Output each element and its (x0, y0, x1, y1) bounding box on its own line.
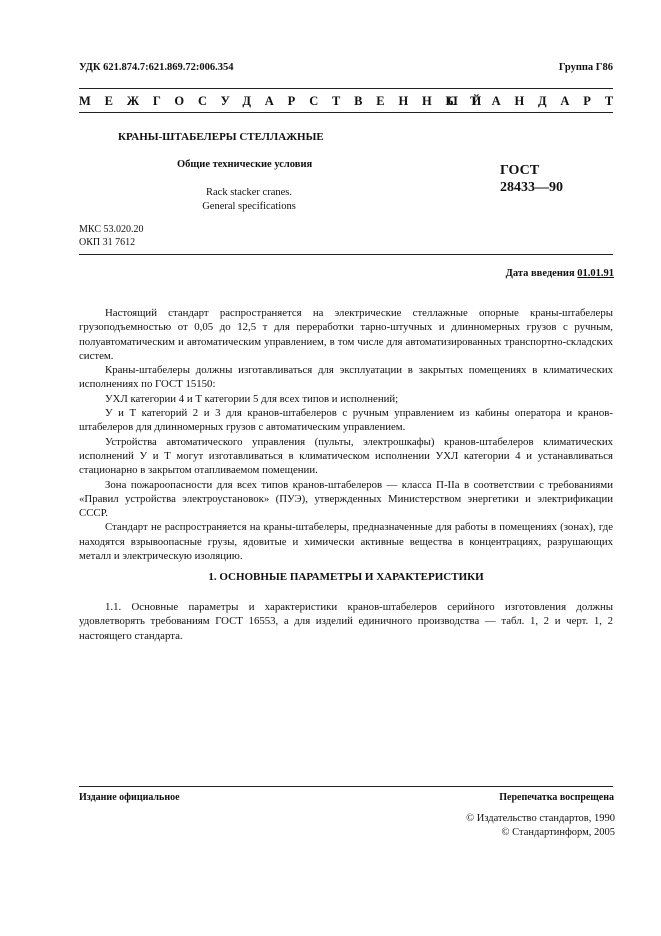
footer-divider (79, 786, 613, 787)
document-title: КРАНЫ-ШТАБЕЛЕРЫ СТЕЛЛАЖНЫЕ (118, 131, 324, 143)
okp-code: ОКП 31 7612 (79, 237, 136, 248)
gost-designation (500, 162, 563, 196)
intro-date-value: 01.01.91 (577, 268, 614, 279)
top-divider (79, 88, 613, 89)
scope-paragraph-5: Устройства автоматического управления (пульты, электрошкафы) кранов-штабелеров климатических исполнений У и Т могут изготавливаться в климатическом исполнении УХЛ категории 4 и устанавливаться стационарно в закрытом отапливаемом помещении. (79, 435, 613, 477)
scope-paragraph-4: У и Т категорий 2 и 3 для кранов-штабелеров с ручным управлением из кабины оператора и кранов-штабелеров для длинномерных грузов с автоматическим управлением. (79, 407, 613, 434)
gost-number: 28433—90 (500, 180, 563, 195)
scope-paragraph-3: УХЛ категории 4 и Т категории 5 для всех типов и исполнений; (105, 392, 399, 405)
english-title-line-2: General specifications (202, 201, 296, 212)
udk-code: УДК 621.874.7:621.869.72:006.354 (79, 62, 234, 73)
banner-divider (79, 112, 613, 113)
banner-word-interstate: МЕЖГОСУДАРСТВЕННЫЙ (79, 94, 496, 108)
group-code: Группа Г86 (558, 62, 613, 73)
classification-codes (79, 223, 143, 249)
header-block-divider (79, 254, 613, 255)
document-subtitle: Общие технические условия (177, 159, 313, 170)
scope-text (79, 306, 613, 563)
section-1-paragraph: 1.1. Основные параметры и характеристики кранов-штабелеров серийного изготовления должны удовлетворять требованиям ГОСТ 16553, а для изделий единичного производства — табл. 1, 2 и черт. 1, 2 настоящего стандарта. (79, 601, 613, 642)
copyright-block (466, 812, 615, 840)
banner-word-standard: СТАНДАРТ (447, 94, 627, 108)
reprint-notice: Перепечатка воспрещена (499, 792, 614, 803)
section-1-heading: 1. ОСНОВНЫЕ ПАРАМЕТРЫ И ХАРАКТЕРИСТИКИ (208, 571, 484, 583)
mks-code: МКС 53.020.20 (79, 224, 144, 235)
intro-date (506, 268, 614, 279)
scope-paragraph-1: Настоящий стандарт распространяется на электрические стеллажные опорные краны-штабелеры грузоподъемностью от 0,05 до 12,5 т для переработки тарно-штучных и длинномерных грузов с ручным, полуавтоматическим и автоматическим управлением, в том числе для автоматизированных транспортно-складских систем. (79, 307, 613, 362)
gost-label: ГОСТ (500, 163, 540, 178)
scope-paragraph-2: Краны-штабелеры должны изготавливаться для эксплуатации в закрытых помещениях в климатических исполнениях по ГОСТ 15150: (79, 364, 613, 391)
english-title (164, 186, 334, 214)
english-title-line-1: Rack stacker cranes. (206, 187, 292, 198)
copyright-line-2: © Стандартинформ, 2005 (501, 827, 615, 838)
scope-paragraph-6: Зона пожароопасности для всех типов кранов-штабелеров — класса П-IIа в соответствии с требованиями «Правил устройства электроустановок» (ПУЭ), утвержденных Министерством энергетики и электрификации СССР. (79, 478, 613, 520)
intro-date-label: Дата введения (505, 268, 575, 279)
official-edition: Издание официальное (79, 792, 180, 803)
scope-paragraph-7: Стандарт не распространяется на краны-штабелеры, предназначенные для работы в помещениях (зонах), где находятся взрывоопасные грузы, ядовитые и химически активные вещества в концентрациях, разрушающих металл и электрическую изоляцию. (79, 521, 613, 563)
copyright-line-1: © Издательство стандартов, 1990 (466, 813, 615, 824)
section-1-text (79, 600, 613, 643)
